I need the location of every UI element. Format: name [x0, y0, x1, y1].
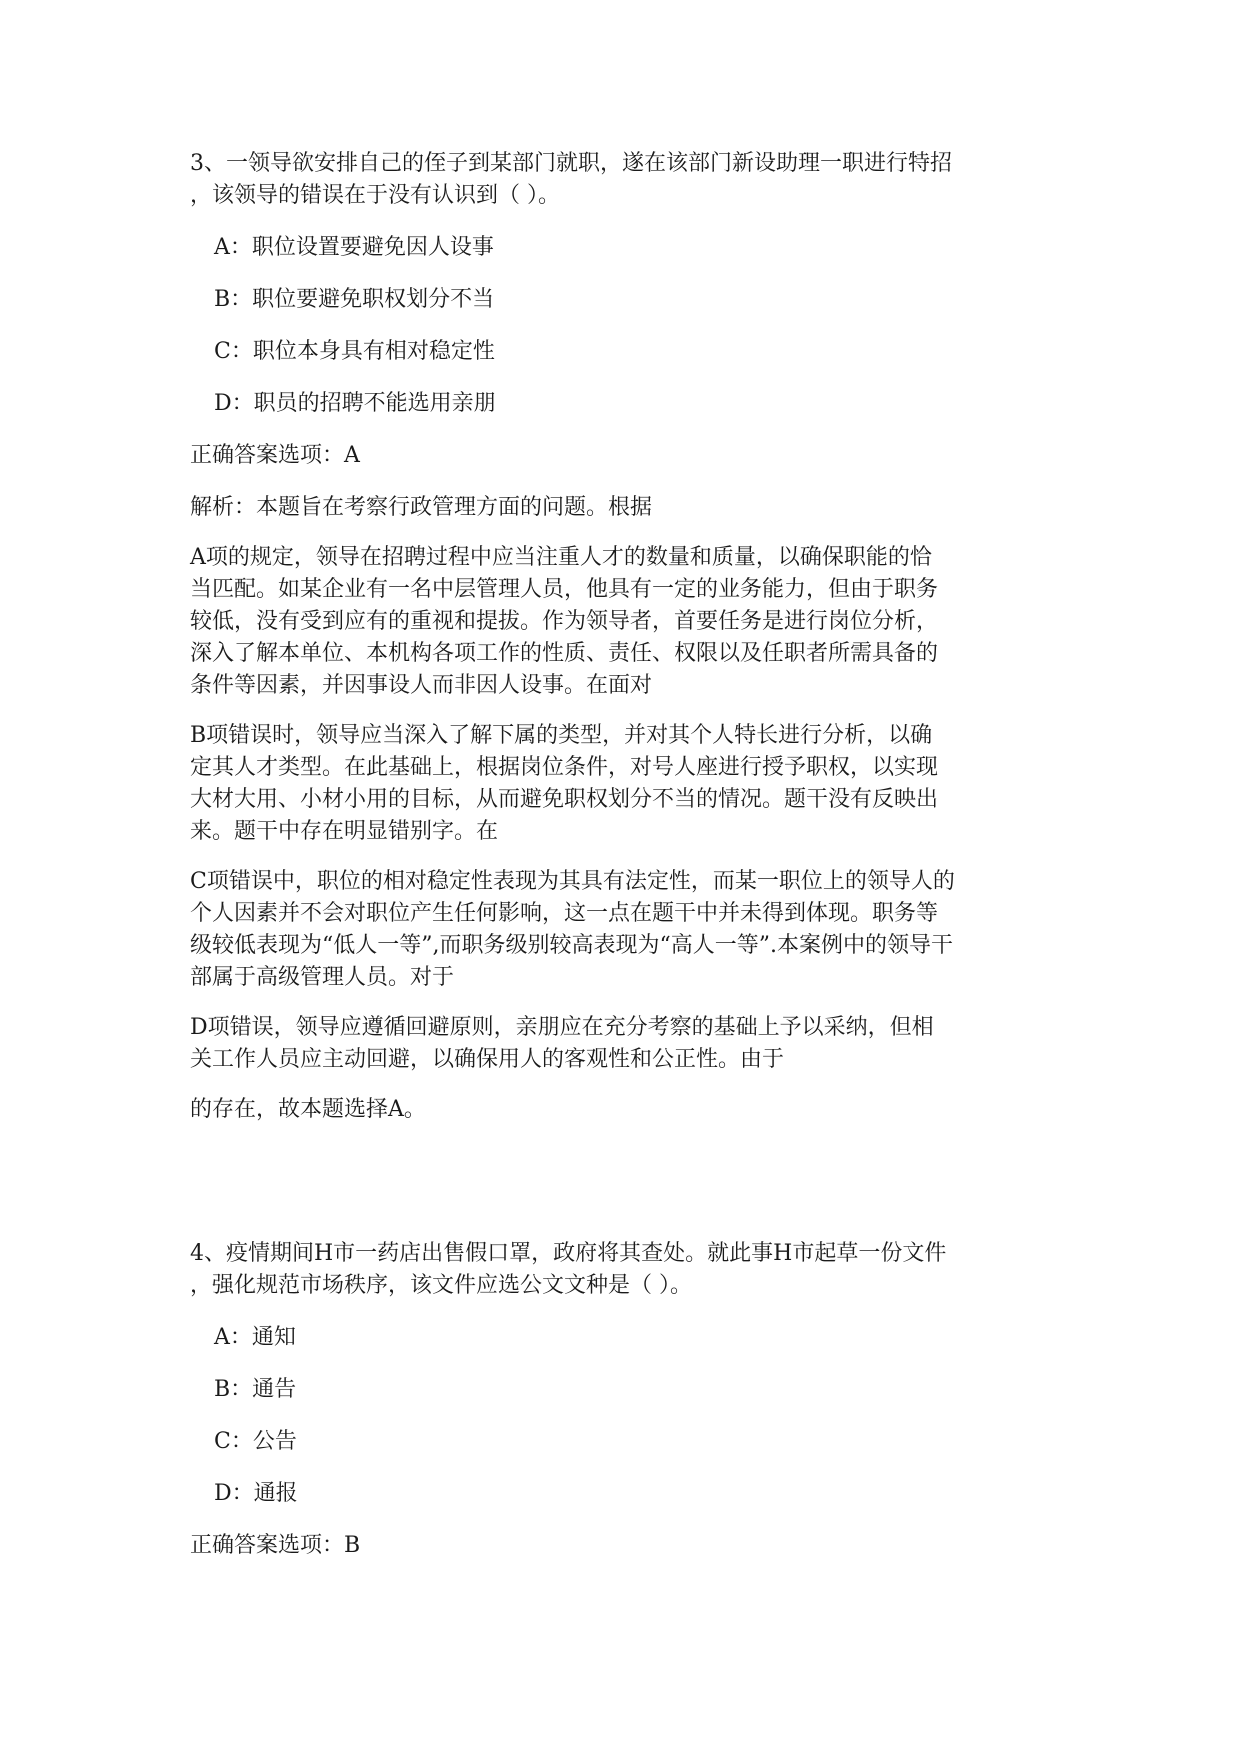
question-3-options: [214, 232, 1060, 420]
question-4-option-c: C：公告: [214, 1429, 297, 1454]
question-3-answer: 正确答案选项：A: [190, 443, 360, 468]
question-4: [190, 1238, 1060, 1562]
question-3-analysis-c: C项错误中，职位的相对稳定性表现为其具有法定性，而某一职位上的领导人的 个人因素并不会对职位产生任何影响，这一点在题干中并未得到体现。职务等 级较低表现为“低人一等”,而职务级别较高表现为“高人一等”.本案例中的领导干 部属于高级管理人员。对于: [190, 869, 955, 990]
question-3-analysis-a: A项的规定，领导在招聘过程中应当注重人才的数量和质量，以确保职能的恰 当匹配。如某企业有一名中层管理人员，他具有一定的业务能力，但由于职务 较低，没有受到应有的重视和提拔。作为领导者，首要任务是进行岗位分析， 深入了解本单位、本机构各项工作的性质、责任、权限以及任职者所需具备的 条件等因素，并因事设人而非因人设事。在面对: [190, 545, 939, 698]
question-3-analysis-b: B项错误时，领导应当深入了解下属的类型，并对其个人特长进行分析，以确 定其人才类型。在此基础上，根据岗位条件，对号人座进行授予职权，以实现 大材大用、小材小用的目标，从而避免职权划分不当的情况。题干没有反映出 来。题干中存在明显错别字。在: [190, 723, 939, 844]
question-3-option-d: D：职员的招聘不能选用亲朋: [214, 391, 496, 416]
question-4-answer: 正确答案选项：B: [190, 1533, 361, 1558]
question-4-option-a: A：通知: [214, 1325, 296, 1350]
question-4-stem: 4、疫情期间H市一药店出售假口罩，政府将其查处。就此事H市起草一份文件 ，强化规范市场秩序，该文件应选公文文种是（ ）。: [190, 1241, 947, 1298]
question-4-options: [214, 1322, 1060, 1510]
question-4-option-d: D：通报: [214, 1481, 298, 1506]
question-3: [190, 148, 1060, 1126]
question-3-analysis-d: D项错误，领导应遵循回避原则，亲朋应在充分考察的基础上予以采纳，但相 关工作人员应主动回避，以确保用人的客观性和公正性。由于: [190, 1015, 934, 1072]
question-4-option-b: B：通告: [214, 1377, 297, 1402]
document-page: [190, 148, 1060, 1562]
question-3-stem: 3、一领导欲安排自己的侄子到某部门就职，遂在该部门新设助理一职进行特招 ，该领导的错误在于没有认识到（ ）。: [190, 151, 952, 208]
question-3-option-a: A：职位设置要避免因人设事: [214, 235, 494, 260]
question-3-option-b: B：职位要避免职权划分不当: [214, 287, 495, 312]
question-3-analysis-intro: 解析：本题旨在考察行政管理方面的问题。根据: [190, 495, 653, 520]
question-3-analysis-conclusion: 的存在，故本题选择A。: [190, 1097, 426, 1122]
question-spacer: [190, 1126, 1060, 1238]
question-3-option-c: C：职位本身具有相对稳定性: [214, 339, 495, 364]
